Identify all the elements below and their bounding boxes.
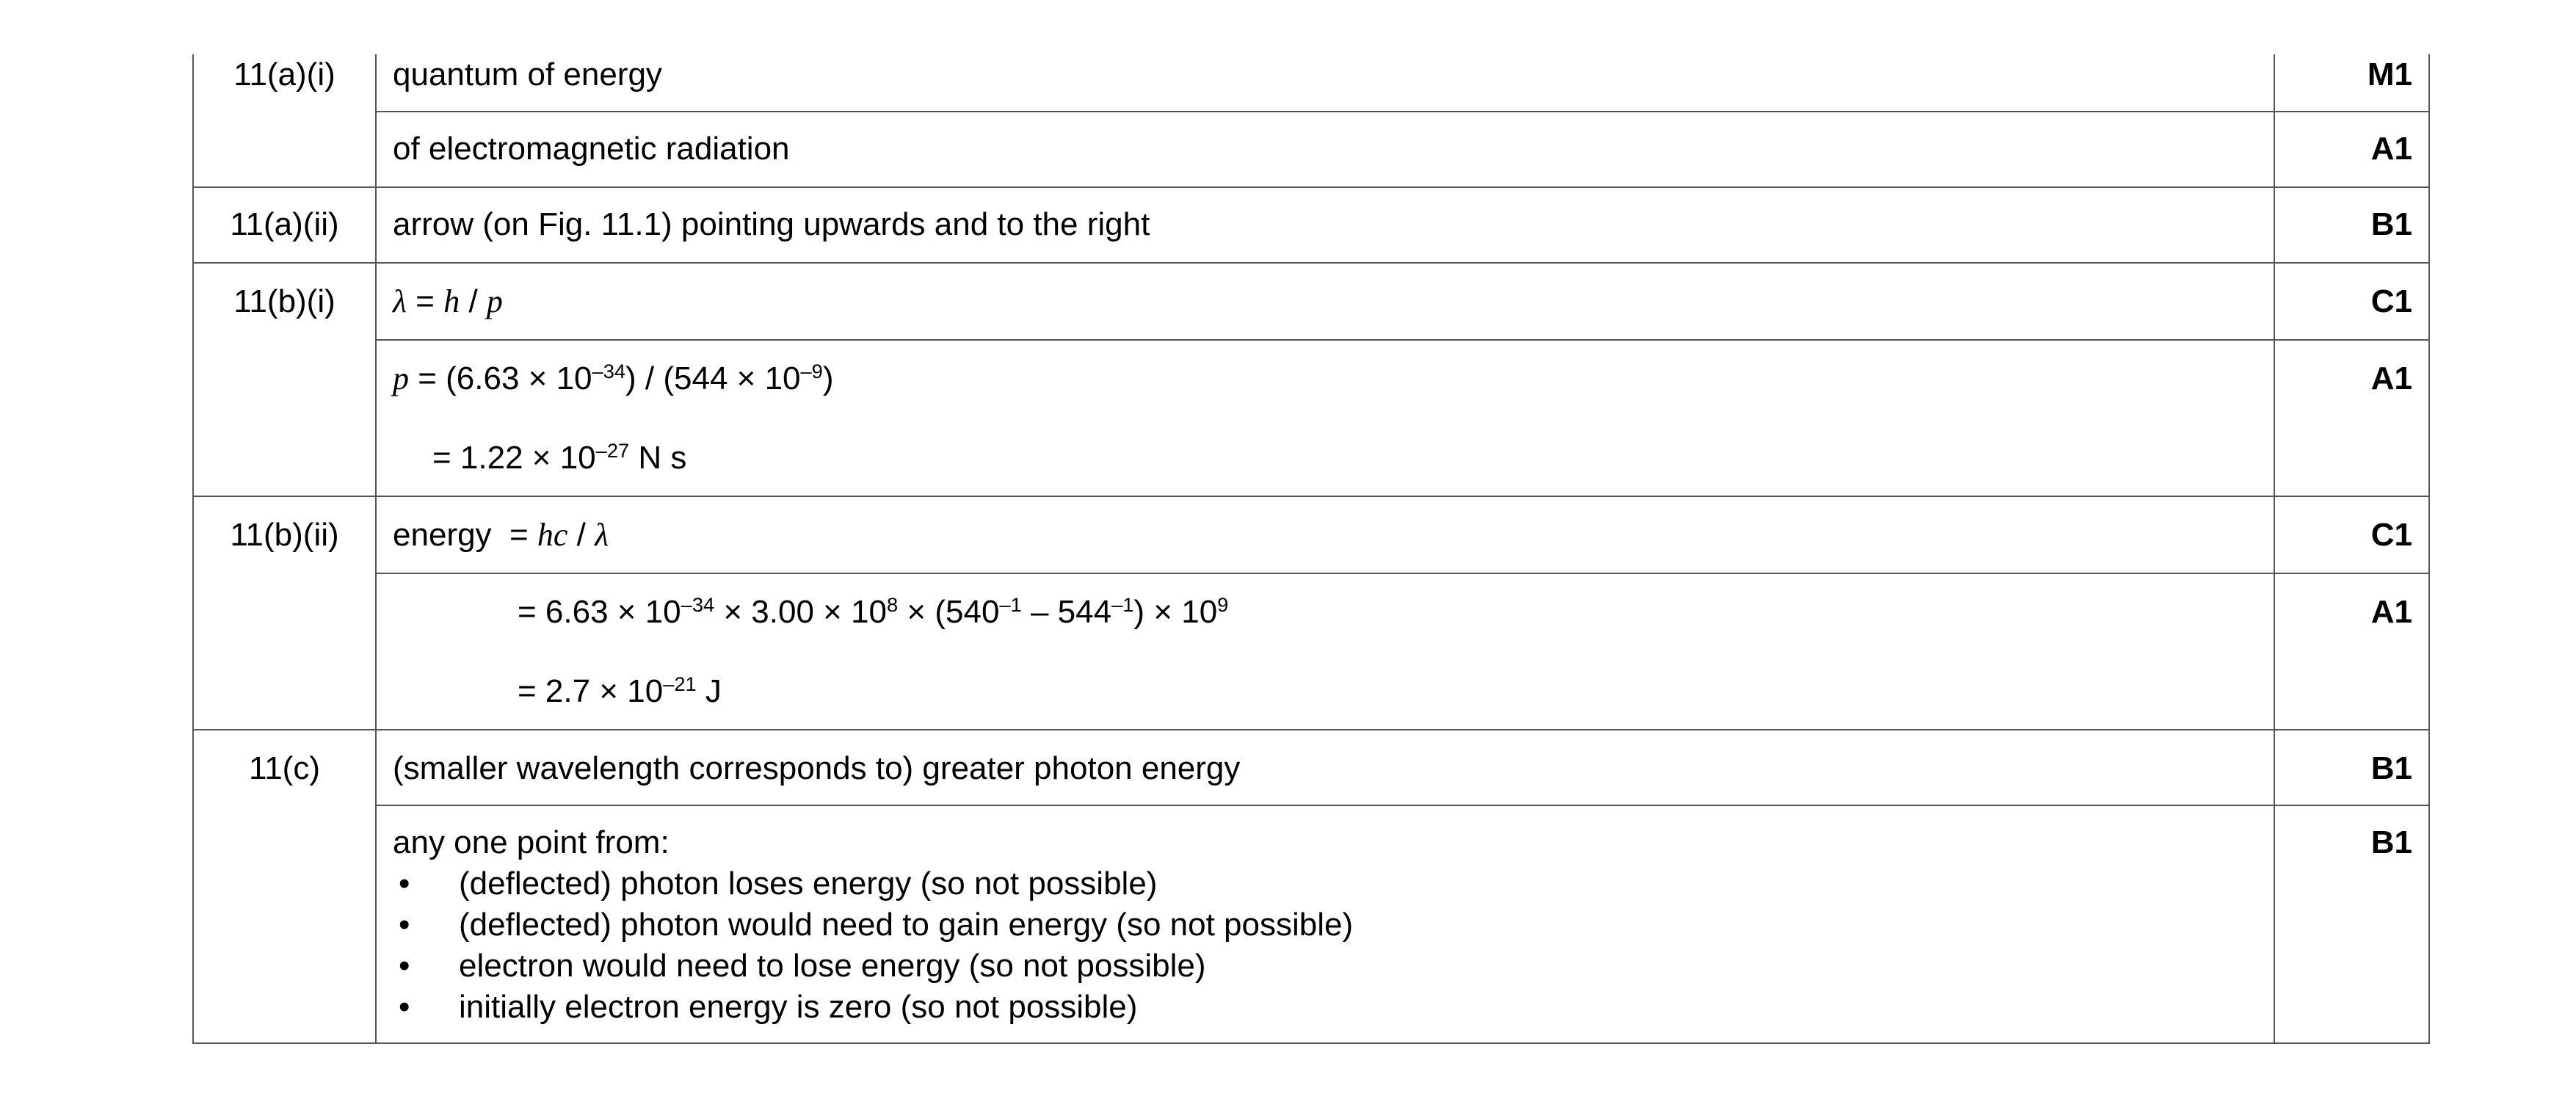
answer-cell: energy = hc / λ: [376, 496, 2274, 573]
bullet-icon: •: [399, 907, 410, 943]
bullet-list: [393, 863, 2274, 1028]
equation-line: $p = (6.63 \times 10^{-34}) / (544 \times 10^{-9})$: [393, 360, 834, 396]
lambda-symbol: λ: [393, 283, 407, 319]
answer-cell: [376, 340, 2274, 496]
list-item: • electron would need to lose energy (so not possible): [393, 946, 2274, 987]
list-item: • (deflected) photon would need to gain energy (so not possible): [393, 904, 2274, 946]
answer-cell: arrow (on Fig. 11.1) pointing upwards and to the right: [376, 187, 2274, 263]
equation-line: = $1.22 \times 10^{-27}$ N s: [432, 439, 687, 476]
bullet-icon: •: [399, 989, 410, 1025]
mark-cell: A1: [2274, 112, 2429, 187]
answer-cell: [376, 805, 2274, 1043]
mark-cell: B1: [2274, 805, 2429, 1043]
mark-scheme-table: [192, 54, 2430, 1044]
mark-cell: C1: [2274, 263, 2429, 340]
list-item: • (deflected) photon loses energy (so not possible): [393, 863, 2274, 904]
mark-cell: B1: [2274, 730, 2429, 805]
mark-cell: A1: [2274, 340, 2429, 496]
table-row: [193, 340, 2429, 496]
table-row: [193, 496, 2429, 573]
table-row: [193, 805, 2429, 1043]
equation-line: = $6.63 \times 10^{-34} \times 3.00 \times 10^8 \times (540^{-1} - 544^{-1}) \times 10^9$: [518, 593, 1229, 630]
table-row: [193, 573, 2429, 730]
question-number: 11(c): [193, 730, 376, 1043]
mark-cell: B1: [2274, 187, 2429, 263]
table-row: [193, 263, 2429, 340]
bullet-icon: •: [399, 866, 410, 902]
list-intro: any one point from:: [393, 824, 670, 860]
answer-cell: (smaller wavelength corresponds to) greater photon energy: [376, 730, 2274, 805]
mark-cell: C1: [2274, 496, 2429, 573]
mark-cell: M1: [2274, 54, 2429, 112]
question-number: 11(a)(ii): [193, 187, 376, 263]
list-item: • initially electron energy is zero (so not possible): [393, 987, 2274, 1028]
answer-cell: quantum of energy: [376, 54, 2274, 112]
question-number: 11(a)(i): [193, 54, 376, 187]
answer-cell: of electromagnetic radiation: [376, 112, 2274, 187]
lambda-symbol: λ: [595, 517, 609, 553]
bullet-icon: •: [399, 948, 410, 984]
equation-line: = $2.7 \times 10^{-21}$ J: [518, 672, 722, 709]
table-row: [193, 730, 2429, 805]
table-row: [193, 54, 2429, 112]
table-row: [193, 112, 2429, 187]
question-number: 11(b)(ii): [193, 496, 376, 730]
answer-cell: [376, 573, 2274, 730]
question-number: 11(b)(i): [193, 263, 376, 496]
mark-cell: A1: [2274, 573, 2429, 730]
answer-cell: λ = h / p: [376, 263, 2274, 340]
table-row: [193, 187, 2429, 263]
